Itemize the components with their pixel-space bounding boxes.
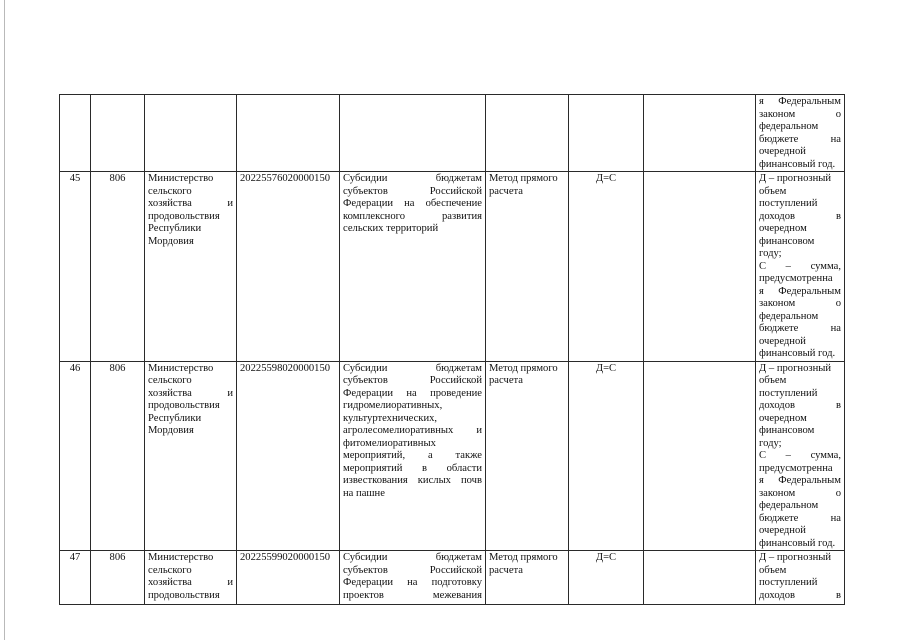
cell-basis [756, 172, 845, 362]
basis-line: очередном [759, 412, 807, 424]
basis-line: С – сумма, [759, 450, 841, 461]
basis-line: законом о [759, 108, 841, 120]
cell-num [60, 95, 91, 172]
desc-line: Федерации на подготовку [343, 577, 482, 588]
cell-method: Метод прямого расчета [486, 172, 569, 362]
desc-line: проектов межевания [343, 589, 482, 601]
basis-line: я Федеральным [759, 96, 841, 107]
basis-line: федеральном [759, 310, 819, 322]
desc-line: мероприятий, а также [343, 450, 482, 461]
admin-line: продовольствия [148, 210, 220, 222]
basis-line: законом о [759, 298, 841, 309]
forecast-table [59, 94, 845, 605]
cell-basis [756, 361, 845, 551]
desc-line: известкования кислых почв [343, 475, 482, 486]
cell-blank [644, 172, 756, 362]
desc-line: Субсидии бюджетам [343, 173, 482, 184]
cell-method: Метод прямого расчета [486, 551, 569, 605]
admin-line: сельского [148, 375, 192, 386]
desc-line: субъектов Российской [343, 185, 482, 197]
cell-code: 806 [91, 172, 145, 362]
desc-line: Субсидии бюджетам [343, 362, 482, 374]
cell-desc [340, 95, 486, 172]
basis-line: бюджете на [759, 512, 841, 524]
cell-method [486, 95, 569, 172]
admin-line: Министерство [148, 552, 214, 563]
basis-line: очередной [759, 525, 806, 536]
basis-line: я Федеральным [759, 475, 841, 486]
cell-kbk: 20225576020000150 [237, 172, 340, 362]
scan-edge-line [4, 0, 5, 640]
basis-line: финансовом [759, 425, 815, 436]
admin-line: продовольствия [148, 400, 220, 411]
desc-line: агролесомелиоративных и [343, 425, 482, 436]
cell-formula: Д=С [569, 172, 644, 362]
admin-line: Республики [148, 412, 202, 424]
basis-line: федеральном [759, 121, 819, 132]
basis-line: очередной [759, 335, 806, 347]
basis-line: Д – прогнозный [759, 552, 832, 563]
basis-line: поступлений [759, 387, 818, 399]
basis-line: С – сумма, [759, 260, 841, 272]
cell-code: 806 [91, 551, 145, 605]
basis-line: очередном [759, 223, 807, 234]
basis-line: финансовый год. [759, 158, 836, 170]
admin-line: Мордовия [148, 235, 194, 247]
admin-line: сельского [148, 185, 192, 197]
basis-line: году; [759, 248, 782, 259]
desc-line: субъектов Российской [343, 564, 482, 576]
desc-line: Федерации на проведение [343, 387, 482, 399]
cell-basis [756, 95, 845, 172]
basis-line: доходов в [759, 589, 841, 601]
admin-line: продовольствия [148, 589, 220, 601]
cell-code: 806 [91, 361, 145, 551]
cell-code [91, 95, 145, 172]
basis-line: году; [759, 437, 782, 449]
desc-line: комплексного развития [343, 210, 482, 222]
basis-line: я Федеральным [759, 285, 841, 297]
table-row [60, 551, 845, 605]
basis-line: финансовый год. [759, 348, 836, 359]
basis-line: бюджете на [759, 323, 841, 334]
cell-desc [340, 551, 486, 605]
cell-kbk [237, 95, 340, 172]
desc-line: на пашне [343, 487, 385, 499]
cell-kbk: 20225598020000150 [237, 361, 340, 551]
cell-admin [145, 551, 237, 605]
table-row [60, 361, 845, 551]
admin-line: Мордовия [148, 425, 194, 436]
basis-line: финансовый год. [759, 537, 836, 549]
cell-blank [644, 361, 756, 551]
desc-line: мероприятий в области [343, 462, 482, 474]
cell-basis [756, 551, 845, 605]
basis-line: объем [759, 185, 787, 197]
basis-line: поступлений [759, 577, 818, 588]
cell-kbk: 20225599020000150 [237, 551, 340, 605]
basis-line: предусмотренна [759, 462, 833, 474]
table-row [60, 172, 845, 362]
basis-line: Д – прогнозный [759, 173, 832, 184]
cell-admin [145, 95, 237, 172]
basis-line: Д – прогнозный [759, 362, 832, 374]
cell-formula: Д=С [569, 551, 644, 605]
admin-line: Министерство [148, 362, 214, 374]
admin-line: сельского [148, 564, 192, 576]
admin-line: Министерство [148, 173, 214, 184]
desc-line: Субсидии бюджетам [343, 552, 482, 563]
basis-line: бюджете на [759, 133, 841, 145]
basis-line: доходов в [759, 210, 841, 222]
cell-blank [644, 551, 756, 605]
admin-line: Республики [148, 223, 202, 234]
admin-line: хозяйства и [148, 198, 233, 209]
cell-formula [569, 95, 644, 172]
desc-line: культуртехнических, [343, 412, 438, 424]
cell-num: 46 [60, 361, 91, 551]
basis-line: федеральном [759, 500, 819, 511]
cell-desc [340, 172, 486, 362]
cell-method: Метод прямого расчета [486, 361, 569, 551]
desc-line: гидромелиоративных, [343, 400, 443, 411]
basis-line: законом о [759, 487, 841, 499]
cell-num: 47 [60, 551, 91, 605]
basis-line: доходов в [759, 400, 841, 411]
cell-admin [145, 172, 237, 362]
desc-line: Федерации на обеспечение [343, 198, 482, 209]
cell-num: 45 [60, 172, 91, 362]
basis-line: объем [759, 375, 787, 386]
basis-line: финансовом [759, 235, 815, 247]
desc-line: сельских территорий [343, 223, 439, 234]
table-row [60, 95, 845, 172]
cell-desc [340, 361, 486, 551]
cell-formula: Д=С [569, 361, 644, 551]
admin-line: хозяйства и [148, 577, 233, 588]
desc-line: субъектов Российской [343, 375, 482, 386]
cell-admin [145, 361, 237, 551]
basis-line: объем [759, 564, 787, 576]
basis-line: предусмотренна [759, 273, 833, 284]
desc-line: фитомелиоративных [343, 437, 436, 449]
cell-blank [644, 95, 756, 172]
basis-line: очередной [759, 146, 806, 157]
admin-line: хозяйства и [148, 387, 233, 399]
basis-line: поступлений [759, 198, 818, 209]
